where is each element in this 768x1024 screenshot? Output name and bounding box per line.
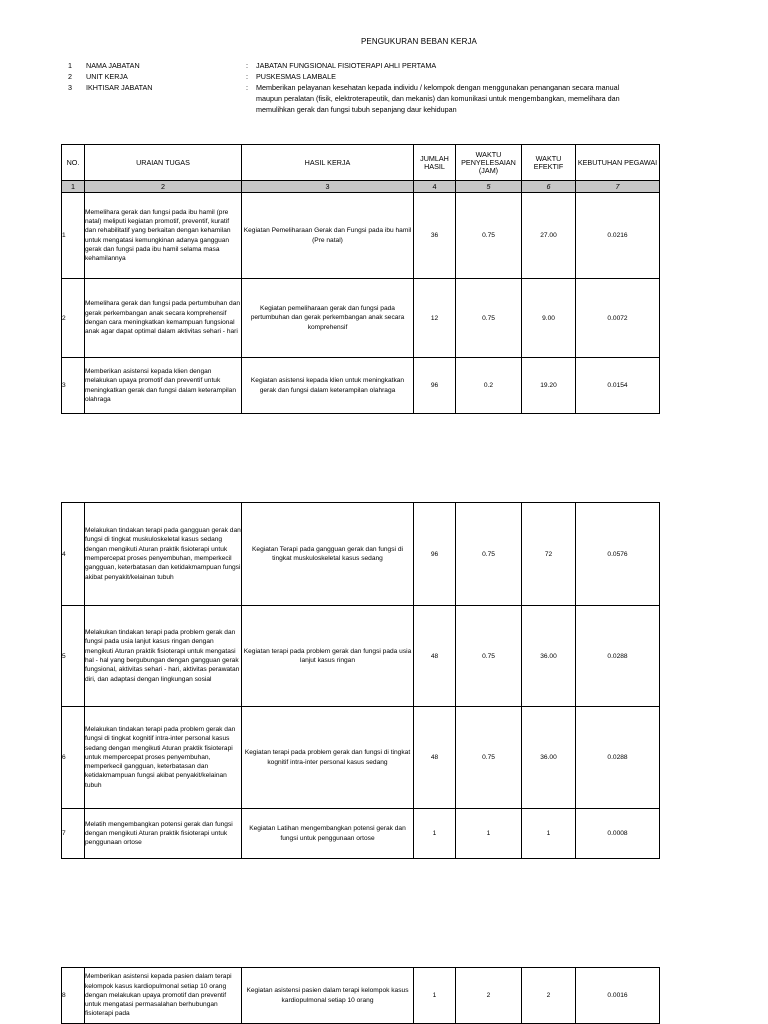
row-kebutuhan-pegawai: 0.0008 <box>576 809 660 859</box>
row-jumlah-hasil: 96 <box>414 358 456 414</box>
row-waktu-efektif: 2 <box>522 968 576 1024</box>
row-waktu-efektif: 1 <box>522 809 576 859</box>
row-waktu-penyelesaian: 0.75 <box>456 279 522 358</box>
row-number: 3 <box>62 358 85 414</box>
row-kebutuhan-pegawai: 0.0288 <box>576 707 660 809</box>
row-kebutuhan-pegawai: 0.0154 <box>576 358 660 414</box>
info-value: JABATAN FUNGSIONAL FISIOTERAPI AHLI PERTAMA <box>256 61 437 70</box>
info-number: 3 <box>68 83 72 92</box>
row-number: 5 <box>62 606 85 707</box>
table-row <box>62 193 660 279</box>
info-colon: : <box>246 83 248 92</box>
row-jumlah-hasil: 1 <box>414 968 456 1024</box>
info-label: IKHTISAR JABATAN <box>86 83 153 92</box>
row-uraian-tugas: Memelihara gerak dan fungsi pada pertumbuhan dan gerak perkembangan anak secara komprehensif dengan cara meningkatkan kemampuan fungsional anak agar dapat optimal dalam aktivitas sehari - hari <box>85 279 242 358</box>
row-uraian-tugas: Melakukan tindakan terapi pada problem gerak dan fungsi pada usia lanjut kasus ringan dengan mengikuti Aturan praktik fisioterapi untuk mengatasi hal - hal yang bergubungan dengan gangguan gerak fungsional, aktivitas sehari - hari, aktivitas perawatan diri, dan adaptasi dengan lingkungan sosial <box>85 606 242 707</box>
row-hasil-kerja: Kegiatan Pemeliharaan Gerak dan Fungsi pada ibu hamil (Pre natal) <box>242 193 414 279</box>
row-hasil-kerja: Kegiatan asistensi kepada klien untuk meningkatkan gerak dan fungsi dalam keterampilan olahraga <box>242 358 414 414</box>
info-number: 2 <box>68 72 72 81</box>
header-no: NO. <box>62 145 85 181</box>
row-jumlah-hasil: 1 <box>414 809 456 859</box>
row-hasil-kerja: Kegiatan Latihan mengembangkan potensi gerak dan fungsi untuk penggunaan ortose <box>242 809 414 859</box>
row-number: 4 <box>62 503 85 606</box>
row-jumlah-hasil: 96 <box>414 503 456 606</box>
column-index: 3 <box>242 181 414 193</box>
row-uraian-tugas: Memelihara gerak dan fungsi pada ibu hamil (pre natal) meliputi kegiatan promotif, preventif, kuratif dan rehabilitatif yang berkaitan dengan kehamilan untuk mengatasi kemungkinan adanya gangguan gerak dan fungsi pada ibu hamil selama masa kehamilannya <box>85 193 242 279</box>
row-number: 7 <box>62 809 85 859</box>
row-waktu-penyelesaian: 2 <box>456 968 522 1024</box>
workload-table-part-1 <box>61 144 660 414</box>
column-index: 7 <box>576 181 660 193</box>
row-waktu-penyelesaian: 0.2 <box>456 358 522 414</box>
table-row <box>62 606 660 707</box>
row-waktu-efektif: 19.20 <box>522 358 576 414</box>
row-uraian-tugas: Memberikan asistensi kepada pasien dalam terapi kelompok kasus kardiopulmonal setiap 10 orang dengan melakukan upaya promotif dan preventif untuk mengatasi permasalahan berhubungan fisioterapi pada <box>85 968 242 1024</box>
column-index: 1 <box>62 181 85 193</box>
table-row <box>62 968 660 1024</box>
row-kebutuhan-pegawai: 0.0216 <box>576 193 660 279</box>
table-row <box>62 707 660 809</box>
job-info <box>68 60 708 115</box>
row-hasil-kerja: Kegiatan terapi pada problem gerak dan fungsi di tingkat kognitif intra-inter personal kasus sedang <box>242 707 414 809</box>
info-row-unit-kerja <box>68 71 708 82</box>
row-jumlah-hasil: 36 <box>414 193 456 279</box>
column-index-row <box>62 181 660 193</box>
row-kebutuhan-pegawai: 0.0016 <box>576 968 660 1024</box>
row-hasil-kerja: Kegiatan asistensi pasien dalam terapi kelompok kasus kardiopulmonal setiap 10 orang <box>242 968 414 1024</box>
table-row <box>62 279 660 358</box>
table-row <box>62 503 660 606</box>
row-number: 6 <box>62 707 85 809</box>
row-number: 1 <box>62 193 85 279</box>
row-waktu-efektif: 36.00 <box>522 707 576 809</box>
page-title: PENGUKURAN BEBAN KERJA <box>360 37 477 46</box>
header-hasil-kerja: HASIL KERJA <box>242 145 414 181</box>
info-colon: : <box>246 61 248 70</box>
row-number: 8 <box>62 968 85 1024</box>
workload-table-part-2 <box>61 502 660 859</box>
row-waktu-efektif: 36.00 <box>522 606 576 707</box>
column-index: 5 <box>456 181 522 193</box>
row-hasil-kerja: Kegiatan Terapi pada gangguan gerak dan fungsi di tingkat muskuloskeletal kasus sedang <box>242 503 414 606</box>
row-waktu-penyelesaian: 0.75 <box>456 193 522 279</box>
info-value: Memberikan pelayanan kesehatan kepada individu / kelompok dengan menggunakan penanganan secara manual maupun peralatan (fisik, elektroterapeutik, dan mekanis) dan komunikasi untuk mengembangkan, memelihara dan memulihkan gerak dan fungsi tubuh sepanjang daur kehidupan <box>256 83 620 114</box>
table-row <box>62 358 660 414</box>
row-waktu-penyelesaian: 0.75 <box>456 606 522 707</box>
row-jumlah-hasil: 48 <box>414 707 456 809</box>
header-waktu-efektif: WAKTU EFEKTIF <box>522 145 576 181</box>
info-colon: : <box>246 72 248 81</box>
column-index: 6 <box>522 181 576 193</box>
row-kebutuhan-pegawai: 0.0072 <box>576 279 660 358</box>
header-jumlah-hasil: JUMLAH HASIL <box>414 145 456 181</box>
info-row-nama-jabatan <box>68 60 708 71</box>
row-waktu-penyelesaian: 0.75 <box>456 707 522 809</box>
header-kebutuhan-pegawai: KEBUTUHAN PEGAWAI <box>576 145 660 181</box>
row-uraian-tugas: Melakukan tindakan terapi pada problem gerak dan fungsi di tingkat kognitif intra-inter personal kasus sedang dengan mengikuti Aturan praktik fisioterapi untuk mempercepat proses penyembuhan, memperkecil gangguan, keterbatasan dan ketidakmampuan fungsi akibat penyakit/kelainan tubuh <box>85 707 242 809</box>
column-index: 4 <box>414 181 456 193</box>
row-waktu-efektif: 9.00 <box>522 279 576 358</box>
row-uraian-tugas: Melatih mengembangkan potensi gerak dan fungsi dengan mengikuti Aturan praktik fisioterapi untuk penggunaan ortose <box>85 809 242 859</box>
row-waktu-penyelesaian: 1 <box>456 809 522 859</box>
table-header-row <box>62 145 660 181</box>
header-uraian-tugas: URAIAN TUGAS <box>85 145 242 181</box>
row-waktu-penyelesaian: 0.75 <box>456 503 522 606</box>
info-number: 1 <box>68 61 72 70</box>
info-label: UNIT KERJA <box>86 72 128 81</box>
header-waktu-penyelesaian: WAKTU PENYELESAIAN (JAM) <box>456 145 522 181</box>
info-label: NAMA JABATAN <box>86 61 140 70</box>
row-number: 2 <box>62 279 85 358</box>
row-hasil-kerja: Kegiatan pemeliharaan gerak dan fungsi pada pertumbuhan dan gerak perkembangan anak secara komprehensif <box>242 279 414 358</box>
row-waktu-efektif: 72 <box>522 503 576 606</box>
column-index: 2 <box>85 181 242 193</box>
row-jumlah-hasil: 48 <box>414 606 456 707</box>
row-jumlah-hasil: 12 <box>414 279 456 358</box>
row-uraian-tugas: Melakukan tindakan terapi pada gangguan gerak dan fungsi di tingkat muskuloskeletal kasus sedang dengan mengikuti Aturan praktik fisioterapi untuk mempercepat proses penyembuhan, memperkecil gangguan, keterbatasan dan ketidakmampuan fungsi akibat penyakit/kelainan tubuh <box>85 503 242 606</box>
row-waktu-efektif: 27.00 <box>522 193 576 279</box>
workload-table-part-3 <box>61 967 660 1024</box>
row-kebutuhan-pegawai: 0.0576 <box>576 503 660 606</box>
row-uraian-tugas: Memberikan asistensi kepada klien dengan melakukan upaya promotif dan preventif untuk meningkatkan gerak dan fungsi dalam keterampilan olahraga <box>85 358 242 414</box>
row-hasil-kerja: Kegiatan terapi pada problem gerak dan fungsi pada usia lanjut kasus ringan <box>242 606 414 707</box>
table-row <box>62 809 660 859</box>
info-row-ikhtisar-jabatan <box>68 82 708 115</box>
row-kebutuhan-pegawai: 0.0288 <box>576 606 660 707</box>
info-value: PUSKESMAS LAMBALE <box>256 72 336 81</box>
